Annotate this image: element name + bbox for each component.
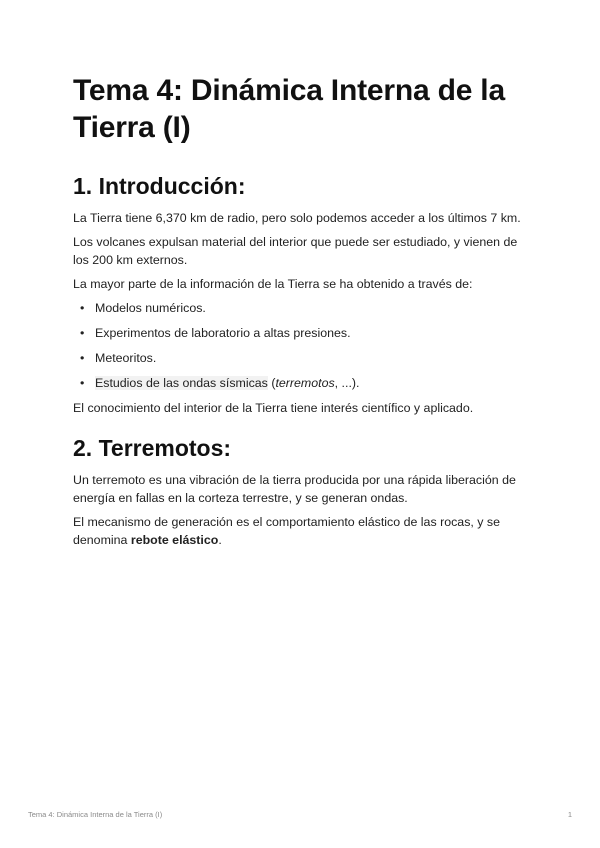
list-item-text: Meteoritos. — [95, 351, 157, 365]
paragraph-text: El mecanismo de generación es el comportamiento elástico de las rocas, y se denomina — [73, 514, 500, 547]
page-title: Tema 4: Dinámica Interna de la Tierra (I) — [73, 74, 505, 144]
list-item — [80, 299, 533, 318]
page-content — [73, 72, 533, 550]
bullet-icon: • — [80, 326, 85, 340]
paragraph — [73, 513, 533, 550]
highlighted-text: Estudios de las ondas sísmicas — [95, 376, 268, 390]
list-item-text: Modelos numéricos. — [95, 301, 206, 315]
italic-text: terremotos — [275, 376, 335, 390]
paragraph: Los volcanes expulsan material del interior que puede ser estudiado, y vienen de los 200 km externos. — [73, 234, 518, 267]
paragraph: La mayor parte de la información de la Tierra se ha obtenido a través de: — [73, 276, 473, 291]
list-item-text: , ...). — [334, 376, 360, 390]
section-heading-introduccion: 1. Introducción: — [73, 173, 246, 199]
list-item — [80, 374, 533, 393]
page-footer — [28, 810, 572, 819]
bold-term: rebote elástico — [130, 533, 219, 547]
page-number: 1 — [567, 810, 572, 819]
bullet-icon: • — [80, 351, 85, 365]
bullet-list — [73, 299, 533, 393]
list-item — [80, 324, 533, 343]
footer-title: Tema 4: Dinámica Interna de la Tierra (I) — [28, 810, 163, 819]
section-heading-terremotos: 2. Terremotos: — [73, 434, 232, 461]
list-item-text: ( — [267, 376, 276, 390]
bullet-icon: • — [80, 301, 85, 315]
paragraph: La Tierra tiene 6,370 km de radio, pero solo podemos acceder a los últimos 7 km. — [73, 211, 521, 225]
paragraph: El conocimiento del interior de la Tierra tiene interés científico y aplicado. — [73, 401, 474, 415]
paragraph: Un terremoto es una vibración de la tierra producida por una rápida liberación de energía en fallas en la corteza terrestre, y se generan ondas. — [73, 472, 516, 505]
paragraph-text: . — [218, 533, 222, 547]
list-item-text: Experimentos de laboratorio a altas presiones. — [95, 326, 351, 340]
bullet-icon: • — [80, 376, 85, 390]
list-item — [80, 349, 533, 368]
